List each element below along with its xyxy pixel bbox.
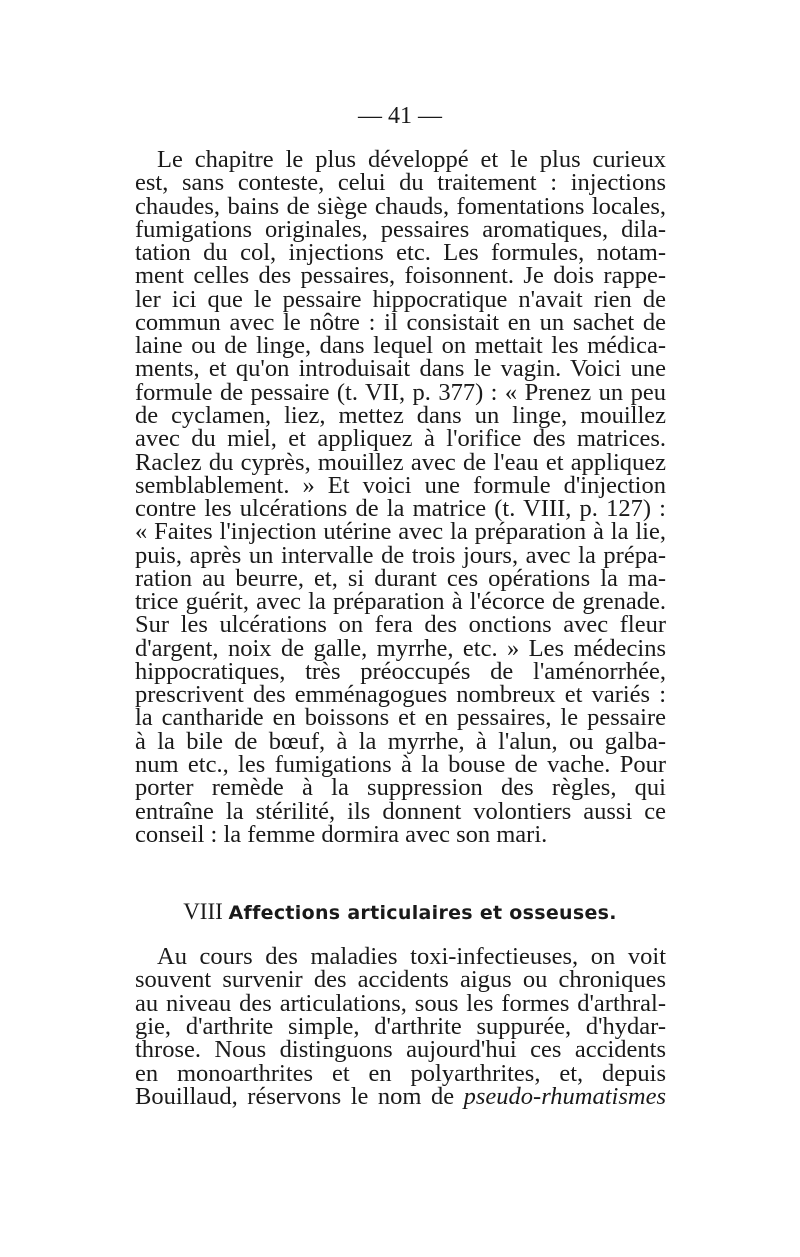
page-number: — 41 —	[358, 103, 442, 129]
text-line: semblablement. » Et voici une formule d'injection	[135, 471, 666, 499]
text-line: fumigations originales, pessaires aromatiques, dila-	[135, 215, 666, 243]
text-line: commun avec le nôtre : il consistait en un sachet de	[135, 308, 666, 336]
text-line: Au cours des maladies toxi-infectieuses, on voit	[157, 943, 666, 970]
text-line: Le chapitre le plus développé et le plus curieux	[157, 146, 666, 173]
text-line: d'argent, noix de galle, myrrhe, etc. » Les médecins	[135, 634, 666, 662]
text-line: conseil : la femme dormira avec son mari.	[135, 820, 548, 848]
text-line: Sur les ulcérations on fera des onctions avec fleur	[135, 611, 666, 639]
text-line	[135, 1083, 666, 1111]
text-line: entraîne la stérilité, ils donnent volontiers aussi ce	[135, 797, 666, 825]
text-line: gie, d'arthrite simple, d'arthrite suppurée, d'hydar-	[135, 1012, 666, 1040]
text-line: Raclez du cyprès, mouillez avec de l'eau et appliquez	[135, 448, 666, 476]
text-line: num etc., les fumigations à la bouse de vache. Pour	[135, 751, 666, 779]
text-line: trice guérit, avec la préparation à l'écorce de grenade.	[135, 588, 666, 616]
text-line: avec du miel, et appliquez à l'orifice des matrices.	[135, 425, 666, 453]
text-line: la cantharide en boissons et en pessaires, le pessaire	[135, 704, 666, 732]
text-line: tation du col, injections etc. Les formules, notam-	[135, 239, 666, 267]
text-line: de cyclamen, liez, mettez dans un linge, mouillez	[135, 401, 666, 429]
text-line: puis, après un intervalle de trois jours, avec la prépa-	[135, 541, 666, 569]
text-line: ments, et qu'on introduisait dans le vagin. Voici une	[135, 355, 666, 383]
section-numeral: VIII	[183, 899, 223, 924]
text-line: throse. Nous distinguons aujourd'hui ces accidents	[135, 1036, 666, 1064]
text-line: porter remède à la suppression des règles, qui	[135, 774, 666, 802]
text-line: à la bile de bœuf, à la myrrhe, à l'alun, ou galba-	[135, 727, 666, 755]
text-run: Bouillaud, réservons le nom de	[135, 1082, 464, 1110]
text-line: est, sans conteste, celui du traitement : injections	[135, 169, 666, 197]
italic-term: pseudo-rhumatismes	[463, 1082, 666, 1110]
text-line: « Faites l'injection utérine avec la préparation à la lie,	[135, 518, 666, 546]
text-line: formule de pessaire (t. VII, p. 377) : « Prenez un peu	[135, 378, 666, 406]
text-line: ration au beurre, et, si durant ces opérations la ma-	[135, 564, 666, 592]
text-line: en monoarthrites et en polyarthrites, et, depuis	[135, 1059, 666, 1087]
text-line: chaudes, bains de siège chauds, fomentations locales,	[135, 192, 666, 220]
text-line: contre les ulcérations de la matrice (t. VIII, p. 127) :	[135, 495, 666, 523]
text-line: souvent survenir des accidents aigus ou chroniques	[135, 966, 666, 994]
section-title: Affections articulaires et osseuses.	[228, 902, 617, 924]
text-line: laine ou de linge, dans lequel on mettait les médica-	[135, 332, 666, 360]
text-line: ler ici que le pessaire hippocratique n'avait rien de	[135, 285, 666, 313]
text-line: hippocratiques, très préoccupés de l'aménorrhée,	[135, 657, 666, 685]
section-heading	[0, 898, 800, 927]
text-line: prescrivent des emménagogues nombreux et variés :	[135, 681, 666, 709]
text-line: au niveau des articulations, sous les formes d'arthral-	[135, 989, 666, 1017]
text-line: ment celles des pessaires, foisonnent. Je dois rappe-	[135, 262, 666, 290]
